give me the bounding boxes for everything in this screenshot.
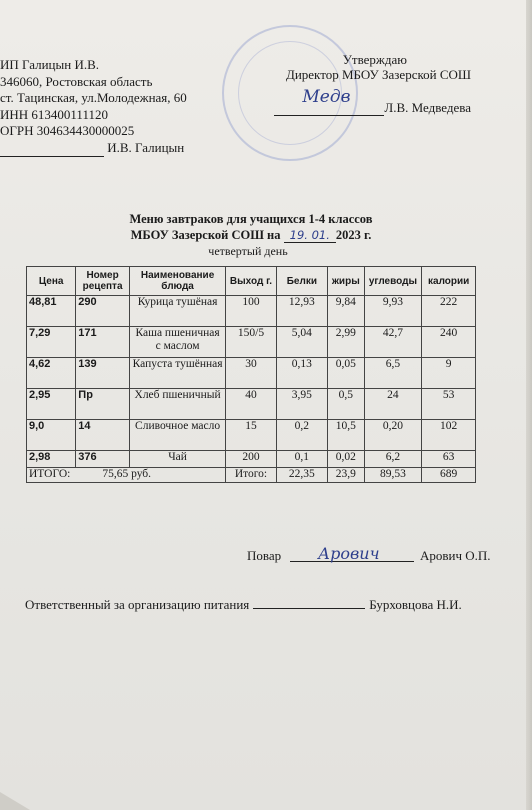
recipe-cell: 171 xyxy=(76,327,130,358)
approval-block xyxy=(265,52,471,116)
price-cell: 48,81 xyxy=(27,296,76,327)
entrepreneur-signature-line xyxy=(0,140,187,158)
entrepreneur-block xyxy=(0,57,187,157)
cook-name: Арович О.П. xyxy=(420,548,491,563)
total-row xyxy=(27,468,476,483)
column-header: жиры xyxy=(328,267,364,296)
table-row xyxy=(27,358,476,389)
table-row xyxy=(27,389,476,420)
carbs-cell: 0,20 xyxy=(364,420,422,451)
total-kcal: 689 xyxy=(422,468,476,483)
menu-date: 19. 01. xyxy=(284,228,336,243)
entrepreneur-inn: ИНН 613400111120 xyxy=(0,106,108,122)
entrepreneur-ogrn: ОГРН 304634430000025 xyxy=(0,123,135,138)
recipe-cell: 14 xyxy=(76,420,130,451)
fat-cell: 0,05 xyxy=(328,358,364,389)
fat-cell: 0,02 xyxy=(328,451,364,468)
recipe-cell: 139 xyxy=(76,358,130,389)
recipe-cell: 290 xyxy=(76,296,130,327)
director-position: Директор МБОУ Зазерской СОШ xyxy=(285,67,471,82)
kcal-cell: 9 xyxy=(422,358,476,389)
total-carbs: 89,53 xyxy=(364,468,422,483)
carbs-cell: 24 xyxy=(364,389,422,420)
total-amount: 75,65 руб. xyxy=(102,468,152,480)
kcal-cell: 222 xyxy=(422,296,476,327)
column-header: Цена xyxy=(27,267,76,296)
yield-cell: 30 xyxy=(226,358,276,389)
dish-cell: Сливочное масло xyxy=(129,420,225,451)
total-sum-cell xyxy=(27,468,226,483)
total-label: ИТОГО: xyxy=(29,468,71,480)
menu-subtitle xyxy=(0,228,517,243)
dish-cell: Капуста тушённая xyxy=(129,358,225,389)
column-header: Белки xyxy=(276,267,327,296)
director-signature: Медв xyxy=(302,87,351,107)
column-header: Наименование блюда xyxy=(129,267,225,296)
director-signature-line xyxy=(265,87,471,116)
total-fat: 23,9 xyxy=(328,468,364,483)
column-header: Номер рецепта xyxy=(76,267,130,296)
responsible-signature-line xyxy=(253,608,365,609)
protein-cell: 0,13 xyxy=(276,358,327,389)
dish-cell: Курица тушёная xyxy=(129,296,225,327)
entrepreneur-address-1: 346060, Ростовская область xyxy=(0,73,153,89)
protein-cell: 5,04 xyxy=(276,327,327,358)
carbs-cell: 6,2 xyxy=(364,451,422,468)
menu-title: Меню завтраков для учащихся 1-4 классов xyxy=(129,212,373,226)
column-header: Выход г. xyxy=(226,267,276,296)
dish-cell: Чай xyxy=(129,451,225,468)
kcal-cell: 102 xyxy=(422,420,476,451)
price-cell: 2,95 xyxy=(27,389,76,420)
entrepreneur-name: ИП Галицын И.В. xyxy=(0,57,100,72)
kcal-cell: 63 xyxy=(422,451,476,468)
carbs-cell: 42,7 xyxy=(364,327,422,358)
entrepreneur-address-2: ст. Тацинская, ул.Молодежная, 60 xyxy=(0,90,187,105)
kcal-cell: 53 xyxy=(422,389,476,420)
table-row xyxy=(27,420,476,451)
approve-label: Утверждаю xyxy=(342,52,407,67)
kcal-cell: 240 xyxy=(422,327,476,358)
protein-cell: 0,1 xyxy=(276,451,327,468)
entrepreneur-signer: И.В. Галицын xyxy=(107,139,185,155)
column-header: калории xyxy=(422,267,476,296)
yield-cell: 100 xyxy=(226,296,276,327)
cook-signature: Арович xyxy=(318,544,380,563)
yield-cell: 150/5 xyxy=(226,327,276,358)
table-row xyxy=(27,327,476,358)
page-edge xyxy=(526,0,532,810)
menu-day: четвертый день xyxy=(208,244,288,258)
protein-cell: 3,95 xyxy=(276,389,327,420)
protein-cell: 0,2 xyxy=(276,420,327,451)
price-cell: 4,62 xyxy=(27,358,76,389)
cook-label: Повар xyxy=(247,548,282,563)
responsible-block xyxy=(25,597,462,613)
carbs-cell: 6,5 xyxy=(364,358,422,389)
recipe-cell: 376 xyxy=(76,451,130,468)
table-row xyxy=(27,451,476,468)
protein-cell: 12,93 xyxy=(276,296,327,327)
table-row xyxy=(27,296,476,327)
dish-cell: Каша пшеничная с маслом xyxy=(129,327,225,358)
fat-cell: 10,5 xyxy=(328,420,364,451)
price-cell: 7,29 xyxy=(27,327,76,358)
menu-table xyxy=(26,266,476,483)
responsible-label: Ответственный за организацию питания xyxy=(25,597,250,612)
price-cell: 9,0 xyxy=(27,420,76,451)
yield-cell: 40 xyxy=(226,389,276,420)
yield-cell: 15 xyxy=(226,420,276,451)
dish-cell: Хлеб пшеничный xyxy=(129,389,225,420)
price-cell: 2,98 xyxy=(27,451,76,468)
total-protein: 22,35 xyxy=(276,468,327,483)
table-header-row xyxy=(27,267,476,296)
carbs-cell: 9,93 xyxy=(364,296,422,327)
school-name: МБОУ Зазерской СОШ на xyxy=(130,228,281,242)
yield-cell: 200 xyxy=(226,451,276,468)
director-name: Л.В. Медведева xyxy=(384,100,471,115)
fat-cell: 0,5 xyxy=(328,389,364,420)
responsible-name: Бурховцова Н.И. xyxy=(369,597,462,612)
folded-corner xyxy=(0,792,30,810)
total-label-2: Итого: xyxy=(226,468,276,483)
menu-year: 2023 г. xyxy=(335,228,372,242)
fat-cell: 9,84 xyxy=(328,296,364,327)
recipe-cell: Пр xyxy=(76,389,130,420)
column-header: углеводы xyxy=(364,267,422,296)
fat-cell: 2,99 xyxy=(328,327,364,358)
